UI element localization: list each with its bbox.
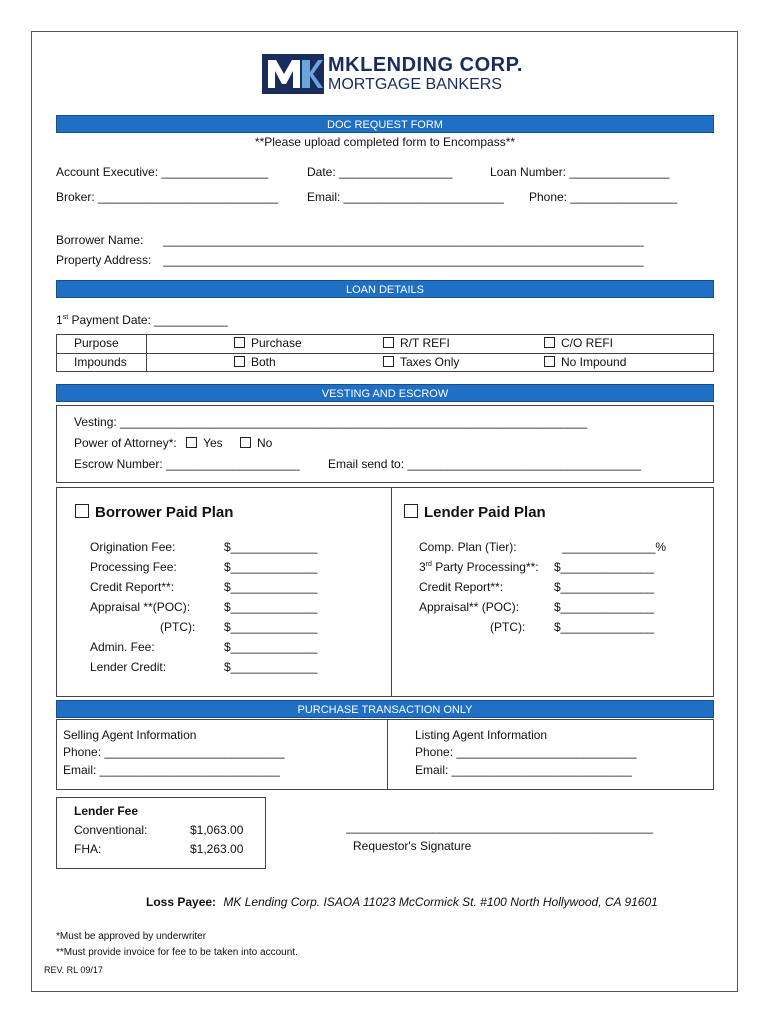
origination-fee-field[interactable]: $_____________ bbox=[224, 540, 318, 554]
footnote-invoice: **Must provide invoice for fee to be taken into account. bbox=[56, 947, 298, 958]
mk-logo-icon bbox=[262, 54, 324, 94]
lender-appraisal-poc-label: Appraisal** (POC): bbox=[419, 600, 520, 614]
impounds-label: Impounds bbox=[74, 355, 127, 369]
no-impound-option[interactable] bbox=[544, 355, 626, 369]
fha-label: FHA: bbox=[74, 842, 102, 856]
broker-field[interactable]: Broker: ___________________________ bbox=[56, 190, 279, 204]
poa-no-option[interactable] bbox=[240, 436, 272, 450]
lender-paid-plan-title: Lender Paid Plan bbox=[424, 504, 546, 521]
rt-refi-checkbox[interactable] bbox=[383, 337, 394, 348]
appraisal-poc-field[interactable]: $_____________ bbox=[224, 600, 318, 614]
rt-refi-option[interactable] bbox=[383, 336, 450, 350]
both-checkbox[interactable] bbox=[234, 356, 245, 367]
lender-paid-plan-checkbox[interactable] bbox=[404, 504, 418, 518]
poa-yes-option[interactable] bbox=[186, 436, 223, 450]
lender-paid-plan-option[interactable] bbox=[404, 504, 546, 521]
email-send-to-field[interactable]: Email send to: ___________________________________ bbox=[328, 457, 641, 471]
admin-fee-field[interactable]: $_____________ bbox=[224, 640, 318, 654]
lender-credit-report-field[interactable]: $______________ bbox=[554, 580, 655, 594]
origination-fee-label: Origination Fee: bbox=[90, 540, 176, 554]
no-impound-checkbox[interactable] bbox=[544, 356, 555, 367]
selling-agent-title: Selling Agent Information bbox=[63, 728, 197, 742]
listing-agent-title: Listing Agent Information bbox=[415, 728, 548, 742]
borrower-name-label: Borrower Name: bbox=[56, 233, 144, 247]
conventional-label: Conventional: bbox=[74, 823, 148, 837]
property-address-field[interactable]: ________________________________________________________________________ bbox=[163, 253, 644, 267]
poa-no-label: No bbox=[257, 436, 273, 450]
third-party-processing-label bbox=[419, 560, 539, 574]
taxes-only-label: Taxes Only bbox=[400, 355, 460, 369]
comp-plan-field[interactable]: ______________% bbox=[562, 540, 667, 554]
loan-number-field[interactable]: Loan Number: _______________ bbox=[490, 165, 670, 179]
vesting-escrow-bar: VESTING AND ESCROW bbox=[56, 384, 714, 402]
lender-credit-label: Lender Credit: bbox=[90, 660, 167, 674]
property-address-label: Property Address: bbox=[56, 253, 152, 267]
doc-request-bar: DOC REQUEST FORM bbox=[56, 115, 714, 133]
both-label: Both bbox=[251, 355, 276, 369]
lender-appraisal-ptc-field[interactable]: $______________ bbox=[554, 620, 655, 634]
logo-subtitle: MORTGAGE BANKERS bbox=[328, 76, 502, 93]
no-impound-label: No Impound bbox=[561, 355, 627, 369]
appraisal-ptc-label: (PTC): bbox=[160, 620, 196, 634]
lender-appraisal-ptc-label: (PTC): bbox=[490, 620, 526, 634]
borrower-name-field[interactable]: ________________________________________________________________________ bbox=[163, 233, 644, 247]
borrower-paid-plan-checkbox[interactable] bbox=[75, 504, 89, 518]
loss-payee-text: MK Lending Corp. ISAOA 11023 McCormick St. #100 North Hollywood, CA 91601 bbox=[223, 895, 658, 909]
purchase-option[interactable] bbox=[234, 336, 302, 350]
footnote-underwriter: *Must be approved by underwriter bbox=[56, 931, 207, 942]
poa-yes-label: Yes bbox=[203, 436, 223, 450]
purchase-label: Purchase bbox=[251, 336, 302, 350]
conventional-value: $1,063.00 bbox=[190, 823, 244, 837]
agents-divider bbox=[387, 720, 388, 789]
account-executive-field[interactable]: Account Executive: ________________ bbox=[56, 165, 269, 179]
poa-no-checkbox[interactable] bbox=[240, 437, 251, 448]
first-payment-label: Payment Date: ___________ bbox=[68, 313, 228, 327]
signature-label: Requestor's Signature bbox=[353, 839, 472, 853]
selling-agent-email-field[interactable]: Email: ___________________________ bbox=[63, 763, 280, 777]
borrower-paid-plan-title: Borrower Paid Plan bbox=[95, 504, 234, 521]
poa-label: Power of Attorney*: bbox=[74, 436, 177, 450]
lender-appraisal-poc-field[interactable]: $______________ bbox=[554, 600, 655, 614]
plans-divider bbox=[391, 488, 392, 696]
first-payment-sup: st bbox=[62, 314, 69, 321]
third-party-processing-field[interactable]: $______________ bbox=[554, 560, 655, 574]
email-field[interactable]: Email: ________________________ bbox=[307, 190, 504, 204]
signature-line[interactable]: ______________________________________________ bbox=[346, 820, 653, 834]
co-refi-label: C/O REFI bbox=[561, 336, 614, 350]
co-refi-option[interactable] bbox=[544, 336, 613, 350]
revision-label: REV. RL 09/17 bbox=[44, 965, 103, 975]
purchase-transaction-bar: PURCHASE TRANSACTION ONLY bbox=[56, 700, 714, 718]
admin-fee-label: Admin. Fee: bbox=[90, 640, 155, 654]
rt-refi-label: R/T REFI bbox=[400, 336, 450, 350]
loss-payee-label: Loss Payee: bbox=[146, 895, 217, 909]
both-option[interactable] bbox=[234, 355, 276, 369]
taxes-only-checkbox[interactable] bbox=[383, 356, 394, 367]
vesting-field[interactable]: Vesting: ______________________________________________________________________ bbox=[74, 415, 588, 429]
third-label-text: Party Processing**: bbox=[431, 560, 539, 574]
processing-fee-label: Processing Fee: bbox=[90, 560, 177, 574]
selling-agent-phone-field[interactable]: Phone: ___________________________ bbox=[63, 745, 285, 759]
third-prefix: 3 bbox=[419, 560, 426, 574]
listing-agent-email-field[interactable]: Email: ___________________________ bbox=[415, 763, 632, 777]
purchase-checkbox[interactable] bbox=[234, 337, 245, 348]
third-sup: rd bbox=[425, 561, 432, 568]
lender-credit-field[interactable]: $_____________ bbox=[224, 660, 318, 674]
processing-fee-field[interactable]: $_____________ bbox=[224, 560, 318, 574]
listing-agent-phone-field[interactable]: Phone: ___________________________ bbox=[415, 745, 637, 759]
comp-plan-label: Comp. Plan (Tier): bbox=[419, 540, 517, 554]
appraisal-poc-label: Appraisal **(POC): bbox=[90, 600, 191, 614]
borrower-paid-plan-option[interactable] bbox=[75, 504, 233, 521]
logo-company-name: MKLENDING CORP. bbox=[328, 54, 523, 76]
appraisal-ptc-field[interactable]: $_____________ bbox=[224, 620, 318, 634]
first-payment-prefix: 1 bbox=[56, 313, 63, 327]
taxes-only-option[interactable] bbox=[383, 355, 459, 369]
lender-fee-title: Lender Fee bbox=[74, 804, 139, 818]
date-field[interactable]: Date: _________________ bbox=[307, 165, 453, 179]
poa-yes-checkbox[interactable] bbox=[186, 437, 197, 448]
credit-report-field[interactable]: $_____________ bbox=[224, 580, 318, 594]
escrow-number-field[interactable]: Escrow Number: ____________________ bbox=[74, 457, 300, 471]
first-payment-date-field[interactable] bbox=[56, 313, 228, 327]
phone-field[interactable]: Phone: ________________ bbox=[529, 190, 678, 204]
credit-report-label: Credit Report**: bbox=[90, 580, 175, 594]
loss-payee-line bbox=[146, 895, 658, 909]
co-refi-checkbox[interactable] bbox=[544, 337, 555, 348]
fha-value: $1,263.00 bbox=[190, 842, 244, 856]
upload-instruction: **Please upload completed form to Encompass** bbox=[254, 135, 516, 149]
purpose-impounds-divider-h bbox=[57, 353, 713, 354]
purpose-label: Purpose bbox=[74, 336, 119, 350]
lender-credit-report-label: Credit Report**: bbox=[419, 580, 504, 594]
power-of-attorney-row bbox=[74, 436, 272, 450]
loan-details-bar: LOAN DETAILS bbox=[56, 280, 714, 298]
